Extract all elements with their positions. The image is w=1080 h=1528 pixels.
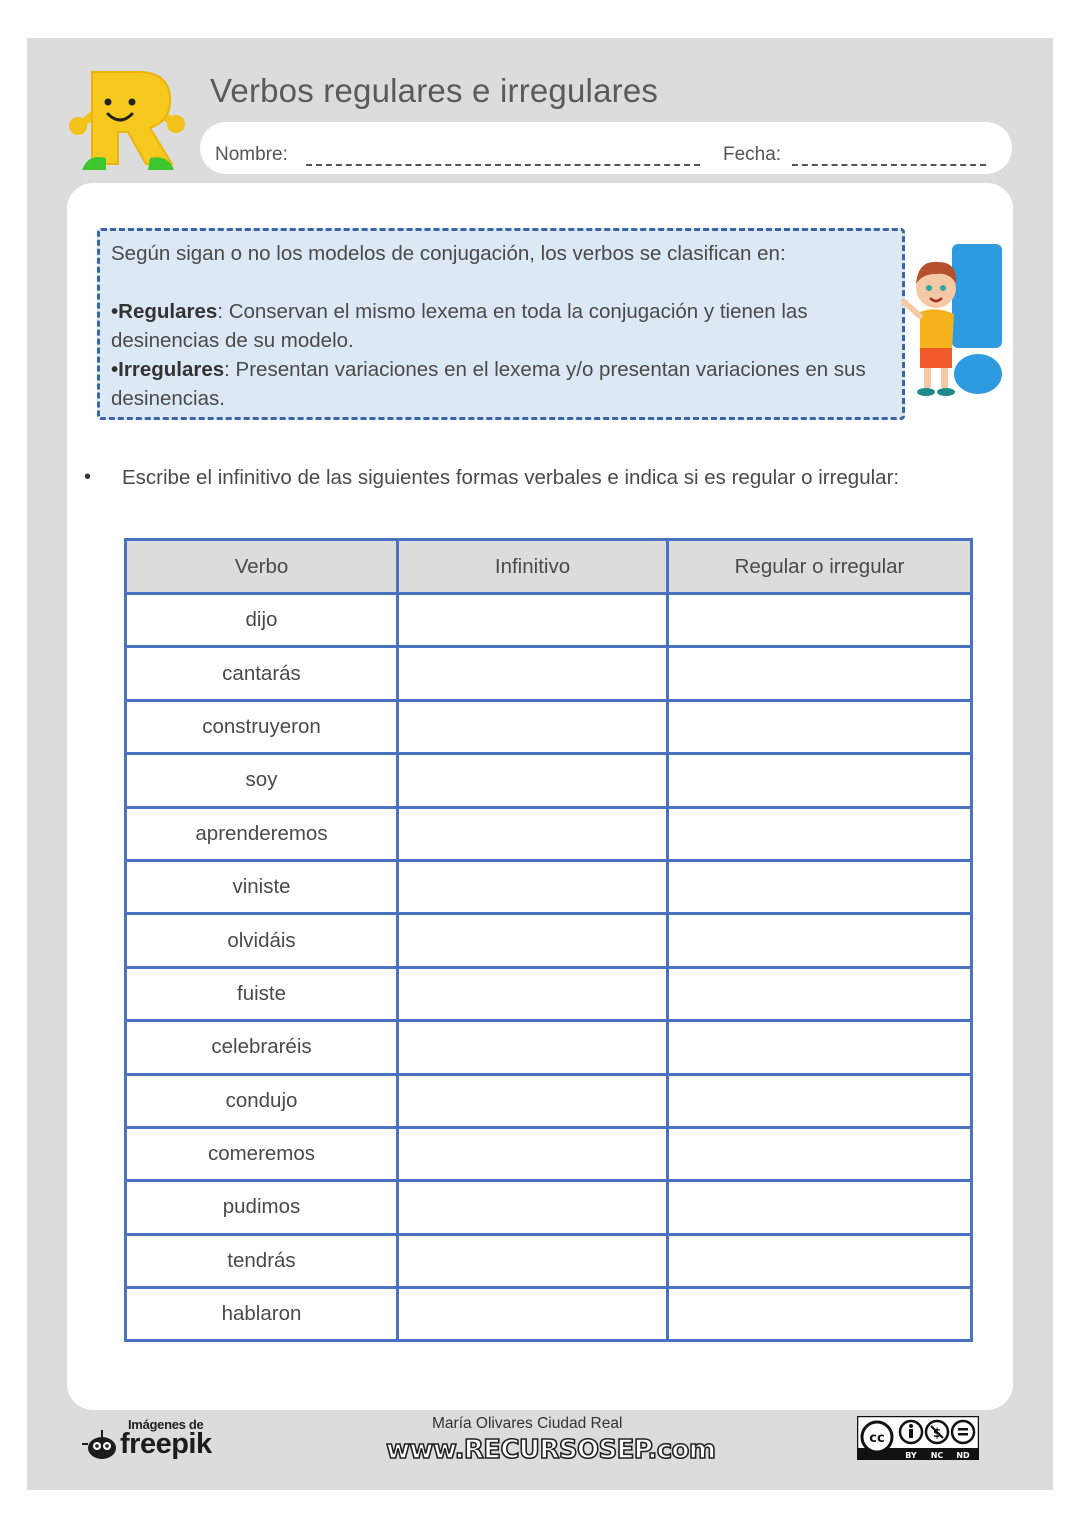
date-label: Fecha: xyxy=(723,144,782,165)
infinitive-cell[interactable] xyxy=(398,860,668,913)
infinitive-cell[interactable] xyxy=(398,594,668,647)
verb-cell: olvidáis xyxy=(126,914,398,967)
verb-cell: cantarás xyxy=(126,647,398,700)
infinitive-cell[interactable] xyxy=(398,914,668,967)
svg-text:$: $ xyxy=(932,1426,942,1440)
type-cell[interactable] xyxy=(668,1181,972,1234)
infinitive-cell[interactable] xyxy=(398,807,668,860)
verb-cell: construyeron xyxy=(126,700,398,753)
name-date-bar xyxy=(200,122,1012,174)
license-nd: ND xyxy=(956,1451,970,1460)
type-cell[interactable] xyxy=(668,1234,972,1287)
infinitive-cell[interactable] xyxy=(398,1021,668,1074)
date-field[interactable] xyxy=(792,164,986,166)
table-row xyxy=(126,647,972,700)
table-row xyxy=(126,860,972,913)
infinitive-cell[interactable] xyxy=(398,1127,668,1180)
infinitive-cell[interactable] xyxy=(398,1234,668,1287)
site-link[interactable]: www.RECURSOSEP.com xyxy=(386,1435,716,1465)
verb-cell: fuiste xyxy=(126,967,398,1020)
name-field[interactable] xyxy=(306,164,700,166)
type-cell[interactable] xyxy=(668,647,972,700)
type-cell[interactable] xyxy=(668,967,972,1020)
table-row xyxy=(126,914,972,967)
verb-cell: aprenderemos xyxy=(126,807,398,860)
svg-text:cc: cc xyxy=(869,1431,885,1446)
table-row xyxy=(126,1127,972,1180)
infinitive-cell[interactable] xyxy=(398,1181,668,1234)
infinitive-cell[interactable] xyxy=(398,647,668,700)
header-verbo: Verbo xyxy=(126,540,398,594)
regular-text: : Conservan el mismo lexema en toda la conjugación y tienen las desinencias de su modelo. xyxy=(111,300,808,352)
table-row xyxy=(126,1181,972,1234)
name-label: Nombre: xyxy=(215,144,288,165)
table-row xyxy=(126,1074,972,1127)
author-text: María Olivares Ciudad Real xyxy=(432,1415,623,1432)
table-row xyxy=(126,1021,972,1074)
type-cell[interactable] xyxy=(668,754,972,807)
freepik-logo-icon xyxy=(82,1430,118,1460)
table-row xyxy=(126,1288,972,1341)
verb-cell: viniste xyxy=(126,860,398,913)
type-cell[interactable] xyxy=(668,807,972,860)
verb-cell: comeremos xyxy=(126,1127,398,1180)
type-cell[interactable] xyxy=(668,700,972,753)
letter-r-mascot-icon xyxy=(64,66,188,176)
header-infinitivo: Infinitivo xyxy=(398,540,668,594)
type-cell[interactable] xyxy=(668,594,972,647)
instruction-bullet: • xyxy=(84,466,92,488)
verb-cell: condujo xyxy=(126,1074,398,1127)
type-cell[interactable] xyxy=(668,1021,972,1074)
table-row xyxy=(126,967,972,1020)
table-row xyxy=(126,700,972,753)
license-by: BY xyxy=(905,1451,917,1460)
type-cell[interactable] xyxy=(668,860,972,913)
table-row xyxy=(126,807,972,860)
info-box xyxy=(97,228,905,420)
table-row xyxy=(126,754,972,807)
irregular-definition xyxy=(111,355,892,413)
verb-cell: dijo xyxy=(126,594,398,647)
type-cell[interactable] xyxy=(668,1074,972,1127)
creative-commons-by-nc-nd-icon xyxy=(857,1416,979,1460)
verb-cell: pudimos xyxy=(126,1181,398,1234)
verb-cell: celebraréis xyxy=(126,1021,398,1074)
type-cell[interactable] xyxy=(668,914,972,967)
irregular-text: : Presentan variaciones en el lexema y/o presentan variaciones en sus desinencias. xyxy=(111,358,866,410)
boy-exclamation-icon xyxy=(898,238,1006,404)
freepik-caption: Imágenes de xyxy=(128,1417,204,1432)
infinitive-cell[interactable] xyxy=(398,1288,668,1341)
infinitive-cell[interactable] xyxy=(398,700,668,753)
irregular-term: •Irregulares xyxy=(111,358,225,381)
infinitive-cell[interactable] xyxy=(398,1074,668,1127)
table-row xyxy=(126,594,972,647)
table-header-row xyxy=(126,540,972,594)
type-cell[interactable] xyxy=(668,1288,972,1341)
infinitive-cell[interactable] xyxy=(398,754,668,807)
verb-table xyxy=(124,538,973,1342)
worksheet-title: Verbos regulares e irregulares xyxy=(210,72,659,109)
verb-cell: hablaron xyxy=(126,1288,398,1341)
type-cell[interactable] xyxy=(668,1127,972,1180)
license-nc: NC xyxy=(930,1451,944,1460)
verb-cell: soy xyxy=(126,754,398,807)
freepik-wordmark: freepik xyxy=(120,1428,212,1460)
info-intro: Según sigan o no los modelos de conjugación, los verbos se clasifican en: xyxy=(111,242,786,265)
regular-definition xyxy=(111,297,892,355)
table-row xyxy=(126,1234,972,1287)
instruction-text: Escribe el infinitivo de las siguientes formas verbales e indica si es regular o irregular: xyxy=(122,466,900,489)
verb-cell: tendrás xyxy=(126,1234,398,1287)
header-tipo: Regular o irregular xyxy=(668,540,972,594)
regular-term: •Regulares xyxy=(111,300,218,323)
infinitive-cell[interactable] xyxy=(398,967,668,1020)
